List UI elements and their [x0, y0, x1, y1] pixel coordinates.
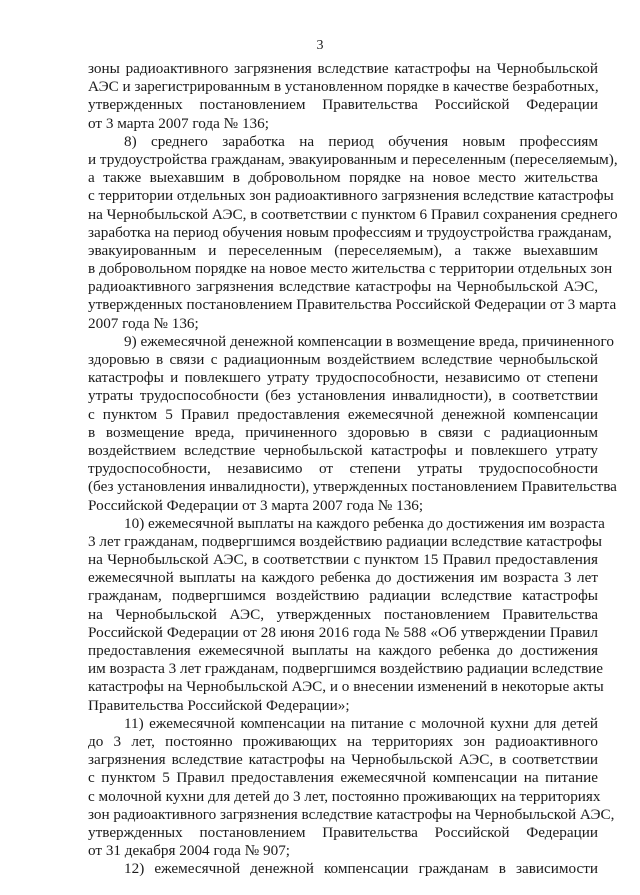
document-body-text [88, 60, 618, 878]
text-line: и трудоустройства гражданам, эвакуированным и переселенным (переселяемым), [88, 150, 618, 168]
text-line: в добровольном порядке на новое место жительства с территории отдельных зон [88, 260, 613, 278]
text-line: утраты трудоспособности (без установления инвалидности), в соответствии [88, 387, 598, 405]
text-line: радиоактивного загрязнения вследствие катастрофы на Чернобыльской АЭС, [88, 278, 598, 296]
text-line: предоставления ежемесячной выплаты на каждого ребенка до достижения [88, 642, 598, 659]
text-line: утвержденных постановлением Правительства Российской Федерации [88, 823, 598, 841]
text-line: на Чернобыльской АЭС, в соответствии с пунктом 6 Правил сохранения среднего [88, 205, 618, 223]
text-line: эвакуированным и переселенным (переселяемым), а также выехавшим [88, 241, 598, 259]
text-line: 12) ежемесячной денежной компенсации гражданам в зависимости [124, 860, 598, 878]
text-line: Правительства Российской Федерации»; [88, 696, 350, 714]
text-line: на Чернобыльской АЭС, утвержденных постановлением Правительства [88, 605, 598, 623]
text-line: 11) ежемесячной компенсации на питание с молочной кухни для детей [124, 714, 598, 732]
text-line: с пунктом 5 Правил предоставления ежемесячной денежной компенсации [88, 405, 598, 423]
text-line: 8) среднего заработка на период обучения новым профессиям [124, 132, 598, 150]
text-line: им возраста 3 лет гражданам, подвергшимся воздействию радиации вследствие [88, 660, 603, 678]
text-line: 9) ежемесячной денежной компенсации в возмещение вреда, причиненного [124, 332, 614, 350]
text-line: на Чернобыльской АЭС, в соответствии с пунктом 15 Правил предоставления [88, 551, 598, 569]
text-line: в возмещение вреда, причиненного здоровью в связи с радиационным [88, 423, 598, 441]
page-number: 3 [316, 38, 324, 53]
text-line: 2007 года № 136; [88, 314, 199, 332]
text-line: утвержденных постановлением Правительства Российской Федерации [88, 96, 598, 114]
text-line: трудоспособности, независимо от степени утраты трудоспособности [88, 460, 598, 478]
text-line: 10) ежемесячной выплаты на каждого ребенка до достижения им возраста [124, 514, 605, 532]
text-line: Российской Федерации от 3 марта 2007 года № 136; [88, 496, 424, 514]
text-line: загрязнения вследствие катастрофы на Чернобыльской АЭС, в соответствии [88, 751, 598, 769]
text-line: воздействием вследствие чернобыльской катастрофы и повлекшего утрату [88, 441, 598, 459]
text-line: утвержденных постановлением Правительства Российской Федерации от 3 марта [88, 296, 617, 314]
text-line: а также выехавшим в добровольном порядке на новое место жительства [88, 169, 598, 187]
text-line: гражданам, подвергшимся воздействию радиации вследствие катастрофы [88, 587, 598, 605]
text-line: зоны радиоактивного загрязнения вследствие катастрофы на Чернобыльской [88, 60, 598, 77]
text-line: катастрофы на Чернобыльской АЭС, и о внесении изменений в некоторые акты [88, 678, 604, 696]
text-line: катастрофы и повлекшего утрату трудоспособности, независимо от степени [88, 369, 598, 387]
text-line: от 31 декабря 2004 года № 907; [88, 842, 291, 860]
text-line: Российской Федерации от 28 июня 2016 года № 588 «Об утверждении Правил [88, 623, 598, 641]
text-line: до 3 лет, постоянно проживающих на территориях зон радиоактивного [88, 732, 598, 750]
text-line: с пунктом 5 Правил предоставления ежемесячной компенсации на питание [88, 769, 598, 787]
text-line: АЭС и зарегистрированным в установленном порядке в качестве безработных, [88, 78, 599, 96]
text-line: зон радиоактивного загрязнения вследствие катастрофы на Чернобыльской АЭС, [88, 805, 615, 823]
text-line: с территории отдельных зон радиоактивного загрязнения вследствие катастрофы [88, 187, 614, 205]
text-line: ежемесячной выплаты на каждого ребенка до достижения им возраста 3 лет [88, 569, 598, 587]
text-line: от 3 марта 2007 года № 136; [88, 114, 269, 132]
text-line: (без установления инвалидности), утвержденных постановлением Правительства [88, 478, 617, 496]
text-line: 3 лет гражданам, подвергшимся воздействию радиации вследствие катастрофы [88, 532, 603, 550]
text-line: заработка на период обучения новым профессиям и трудоустройства гражданам, [88, 223, 612, 241]
text-line: с молочной кухни для детей до 3 лет, постоянно проживающих на территориях [88, 787, 601, 805]
text-line: здоровью в связи с радиационным воздействием вследствие чернобыльской [88, 351, 598, 368]
